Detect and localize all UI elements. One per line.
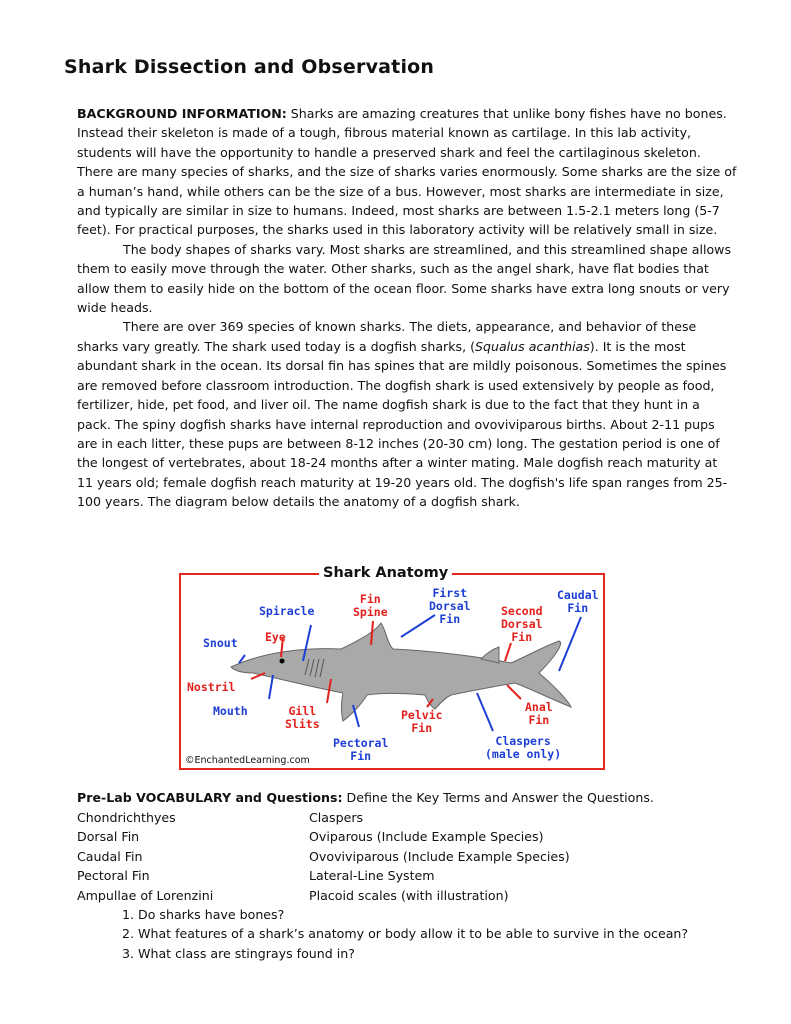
background-text-3a: There are over 369 species of known sharks. The diets, appearance, and behavior of these sharks vary greatly. The shark used today is a dogfish sharks, ( <box>77 319 697 354</box>
label-eye: Eye <box>265 630 286 644</box>
question-list <box>122 905 688 963</box>
label-spiracle: Spiracle <box>259 604 315 618</box>
question-item: 1. Do sharks have bones? <box>122 907 285 922</box>
vocab-row <box>77 847 737 866</box>
label-anal-fin: Anal Fin <box>525 700 553 727</box>
diagram-title: Shark Anatomy <box>319 565 452 581</box>
vocab-term: Ampullae of Lorenzini <box>77 887 214 903</box>
vocab-term: Oviparous (Include Example Species) <box>309 829 544 845</box>
vocabulary-list <box>77 808 737 905</box>
label-claspers: Claspers (male only) <box>485 734 562 761</box>
diagram-credit: ©EnchantedLearning.com <box>185 755 310 766</box>
vocab-term: Claspers <box>309 810 364 825</box>
vocab-row <box>77 827 737 846</box>
label-fin-spine: Fin Spine <box>353 592 388 619</box>
page-title: Shark Dissection and Observation <box>64 56 435 78</box>
label-gill-slits: Gill Slits <box>285 704 320 731</box>
label-snout: Snout <box>203 636 238 650</box>
label-pectoral-fin: Pectoral Fin <box>333 736 389 763</box>
claspers-pointer <box>477 693 493 731</box>
background-paragraph-1 <box>77 104 737 240</box>
label-first-dorsal-fin: First Dorsal Fin <box>429 586 471 626</box>
label-second-dorsal-fin: Second Dorsal Fin <box>501 604 543 644</box>
vocab-row <box>77 866 737 885</box>
vocab-row <box>77 808 737 827</box>
background-heading: BACKGROUND INFORMATION: <box>77 106 287 121</box>
caudal-pointer <box>559 617 581 671</box>
background-paragraph-2: The body shapes of sharks vary. Most sharks are streamlined, and this streamlined shape allows them to easily move through the water. Other sharks, such as the angel shark, have flat bodies that allow them to easily hide on the bottom of the ocean floor. Some sharks have extra long snouts or very wide heads. <box>77 241 732 316</box>
background-text-3b: ). It is the most abundant shark in the ocean. Its dorsal fin has spines that are mildly poisonous. Sometimes the spines are removed before classroom introduction. The dogfish shark is used extensively by people as food, fertilizer, hide, pet food, and liver oil. The name dogfish shark is due to the fact that they hunt in a pack. The spiny dogfish sharks have internal reproduction and ovoviviparous births. About 2-11 pups are in each litter, these pups are between 8-12 inches (20-30 cm) long. The gestation period is one of the longest of vertebrates, about 18-24 months after a winter mating. Male dogfish reach maturity at 11 years old; female dogfish reach maturity at 19-20 years old. The dogfish's life span ranges from 25-100 years. The diagram below details the anatomy of a dogfish shark. <box>77 338 728 510</box>
question-item: 2. What features of a shark’s anatomy or body allow it to be able to survive in the ocean? <box>122 926 689 942</box>
species-name: Squalus acanthias <box>475 338 590 354</box>
vocab-term: Pectoral Fin <box>77 868 150 884</box>
second-dorsal-pointer <box>505 643 511 661</box>
label-caudal-fin: Caudal Fin <box>557 588 599 615</box>
mouth-pointer <box>269 675 273 699</box>
background-text-1: Sharks are amazing creatures that unlike bony fishes have no bones. Instead their skeleton is made of a tough, fibrous material known as cartilage. In this lab activity, students will have the opportunity to handle a preserved shark and feel the cartilaginous skeleton. There are many species of sharks, and the size of sharks varies enormously. Some sharks are the size of a human’s hand, while others can be the size of a bus. However, most sharks are intermediate in size, and typically are similar in size to humans. Indeed, most sharks are between 1.5-2.1 meters long (5-7 feet). For practical purposes, the sharks used in this laboratory activity will be relatively small in size. <box>77 106 737 238</box>
prelab-heading-line <box>77 788 737 807</box>
label-nostril: Nostril <box>187 680 236 694</box>
vocab-term: Caudal Fin <box>77 848 143 864</box>
shark-anatomy-diagram <box>179 565 605 770</box>
background-section <box>77 104 737 512</box>
background-paragraph-3 <box>77 317 737 511</box>
vocab-term: Ovoviviparous (Include Example Species) <box>309 848 570 864</box>
vocab-term: Chondrichthyes <box>77 810 176 825</box>
prelab-heading: Pre-Lab VOCABULARY and Questions: <box>77 790 343 805</box>
label-mouth: Mouth <box>213 704 248 718</box>
label-pelvic-fin: Pelvic Fin <box>401 708 443 735</box>
vocab-term: Placoid scales (with illustration) <box>309 887 509 903</box>
eye-dot <box>280 659 285 664</box>
vocab-term: Dorsal Fin <box>77 829 140 845</box>
vocab-term: Lateral-Line System <box>309 868 435 884</box>
prelab-instructions: Define the Key Terms and Answer the Questions. <box>342 790 654 805</box>
anal-pointer <box>507 685 521 699</box>
question-item: 3. What class are stingrays found in? <box>122 945 355 961</box>
vocab-row <box>77 886 737 905</box>
